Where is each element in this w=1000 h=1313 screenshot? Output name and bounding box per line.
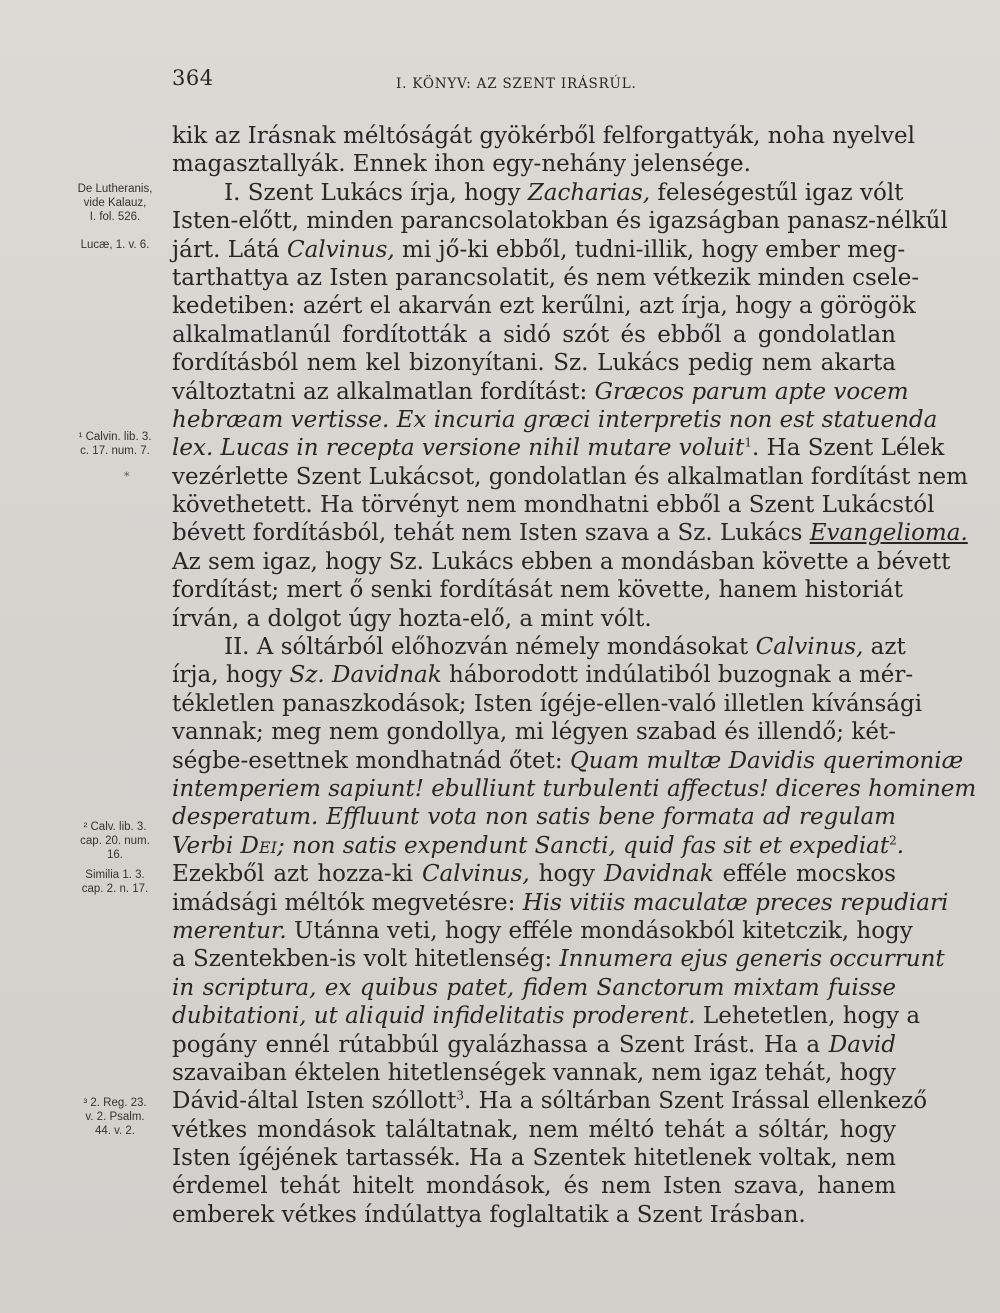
text-line: I. Szent Lukács írja, hogy Zacharias, feleségestűl igaz vólt (224, 179, 904, 206)
text-line: Verbi Dei; non satis expendunt Sancti, quid fas sit et expediat$^2$. (172, 832, 905, 859)
text-line: Az sem igaz, hogy Sz. Lukács ebben a mondásban követte a bévett (172, 548, 951, 575)
margin-note-line: vide Kalauz, (83, 197, 147, 209)
text-line: érdemel tehát hitelt mondások, és nem Isten szava, hanem (172, 1173, 896, 1200)
text-line: írja, hogy Sz. Davidnak háborodott indúlatiból buzognak a mér- (172, 662, 914, 689)
text-line: Ezekből azt hozza-ki Calvinus, hogy Davidnak efféle mocskos (172, 861, 896, 888)
margin-note-reg (60, 1096, 170, 1138)
text-line: vannak; meg nem gondollya, mi légyen szabad és illendő; két- (172, 719, 896, 746)
margin-note-line: De Lutheranis, (77, 183, 153, 195)
margin-note-line: 16. (107, 849, 123, 861)
text-line: desperatum. Effluunt vota non satis bene formata ad regulam (172, 804, 896, 831)
margin-note-calvin-1 (60, 430, 170, 458)
margin-note-line: cap. 20. num. (80, 835, 150, 847)
text-line: merentur. Utánna veti, hogy efféle mondásokból kitetczik, hogy (172, 917, 913, 944)
margin-note-line: cap. 2. n. 17. (81, 883, 149, 895)
text-line: szavaiban éktelen hitetlenségek vannak, nem igaz tehát, hogy (172, 1059, 896, 1086)
text-line: kik az Irásnak méltóságát gyökérből felforgattyák, noha nyelvel (172, 123, 916, 149)
text-line: tarthattya az Isten parancsolatit, és nem vétkezik minden csele- (172, 264, 920, 291)
page-number: 364 (172, 66, 214, 90)
margin-symbol: * (124, 470, 130, 483)
text-line: hebræam vertisse. Ex incuria græci interpretis non est statuenda (172, 406, 938, 433)
text-line: fordításból nem kel bizonyítani. Sz. Lukács pedig nem akarta (172, 350, 896, 377)
text-line: bévett fordításból, tehát nem Isten szava a Sz. Lukács Evangelioma. (172, 520, 968, 547)
margin-note-line: v. 2. Psalm. (85, 1111, 145, 1123)
text-line: dubitationi, ut aliquid infidelitatis proderent. Lehetetlen, hogy a (172, 1003, 921, 1030)
text-line: ségbe-esettnek mondhatnád őtet: Quam multæ Davidis querimoniæ (172, 747, 964, 774)
running-head: I. KÖNYV: AZ SZENT IRÁSRÚL. (396, 76, 637, 92)
text-line: pogány ennél rútabbúl gyalázhassa a Szent Irást. Ha a David (172, 1031, 896, 1058)
text-line: lex. Lucas in recepta versione nihil mutare voluit$^1$. Ha Szent Lélek (172, 435, 945, 462)
text-line: Isten ígéjének tartassék. Ha a Szentek hitetlenek voltak, nem (172, 1145, 896, 1172)
text-line: vezérlette Szent Lukácsot, gondolatlan és alkalmatlan fordítást nem (172, 463, 968, 490)
text-line: a Szentekben-is volt hitetlenség: Innumera ejus generis occurrunt (172, 946, 945, 973)
text-line: fordítást; mert ő senki fordítását nem követte, hanem historiát (172, 577, 904, 604)
margin-note-line: ³ 2. Reg. 23. (83, 1097, 147, 1109)
margin-note-line: 44. v. 2. (94, 1125, 136, 1137)
margin-note-line: c. 17. num. 7. (80, 445, 150, 457)
text-line: II. A sóltárból előhozván némely mondásokat Calvinus, azt (224, 634, 906, 661)
body-text (172, 122, 977, 1229)
text-line: járt. Látá Calvinus, mi jő-ki ebből, tudni-illik, hogy ember meg- (172, 236, 906, 263)
margin-note-line: ¹ Calvin. lib. 3. (78, 431, 152, 443)
margin-note-line: Similia 1. 3. (85, 869, 145, 881)
text-line: Isten-előtt, minden parancsolatokban és igazságban panasz-nélkűl (172, 208, 948, 235)
text-line: tékletlen panaszkodások; Isten ígéje-ellen-való illetlen kívánsági (172, 690, 923, 717)
margin-note-lutheranis (60, 182, 170, 252)
text-line: vétkes mondások találtatnak, nem méltó tehát a sóltár, hogy (172, 1116, 896, 1143)
margin-note-line: I. fol. 526. (89, 211, 141, 223)
text-line: alkalmatlanúl fordították a sidó szót és ebből a gondolatlan (172, 321, 896, 348)
text-line: intemperiem sapiunt! ebulliunt turbulenti affectus! diceres hominem (172, 775, 977, 802)
margin-note-line: Lucæ, 1. v. 6. (80, 239, 150, 251)
text-line: írván, a dolgot úgy hozta-elő, a mint vólt. (172, 605, 652, 632)
text-line: kedetiben: azért el akarván ezt kerűlni, azt írja, hogy a görögök (172, 293, 916, 320)
text-line: változtatni az alkalmatlan fordítást: Græcos parum apte vocem (172, 378, 909, 405)
text-line: követhetett. Ha törvényt nem mondhatni ebből a Szent Lukácstól (172, 492, 935, 519)
margin-note-calvin-2 (60, 820, 170, 896)
text-line: imádsági méltók megvetésre: His vitiis maculatæ preces repudiari (172, 889, 949, 916)
text-line: emberek vétkes índúlattya foglaltatik a Szent Irásban. (172, 1201, 806, 1228)
margin-note-line: ² Calv. lib. 3. (83, 821, 147, 833)
text-line: in scriptura, ex quibus patet, fidem Sanctorum mixtam fuisse (172, 974, 896, 1001)
text-line: magasztallyák. Ennek ihon egy-nehány jelensége. (172, 151, 751, 178)
text-line: Dávid-által Isten szóllott$^3$. Ha a sóltárban Szent Irással ellenkező (172, 1088, 928, 1115)
